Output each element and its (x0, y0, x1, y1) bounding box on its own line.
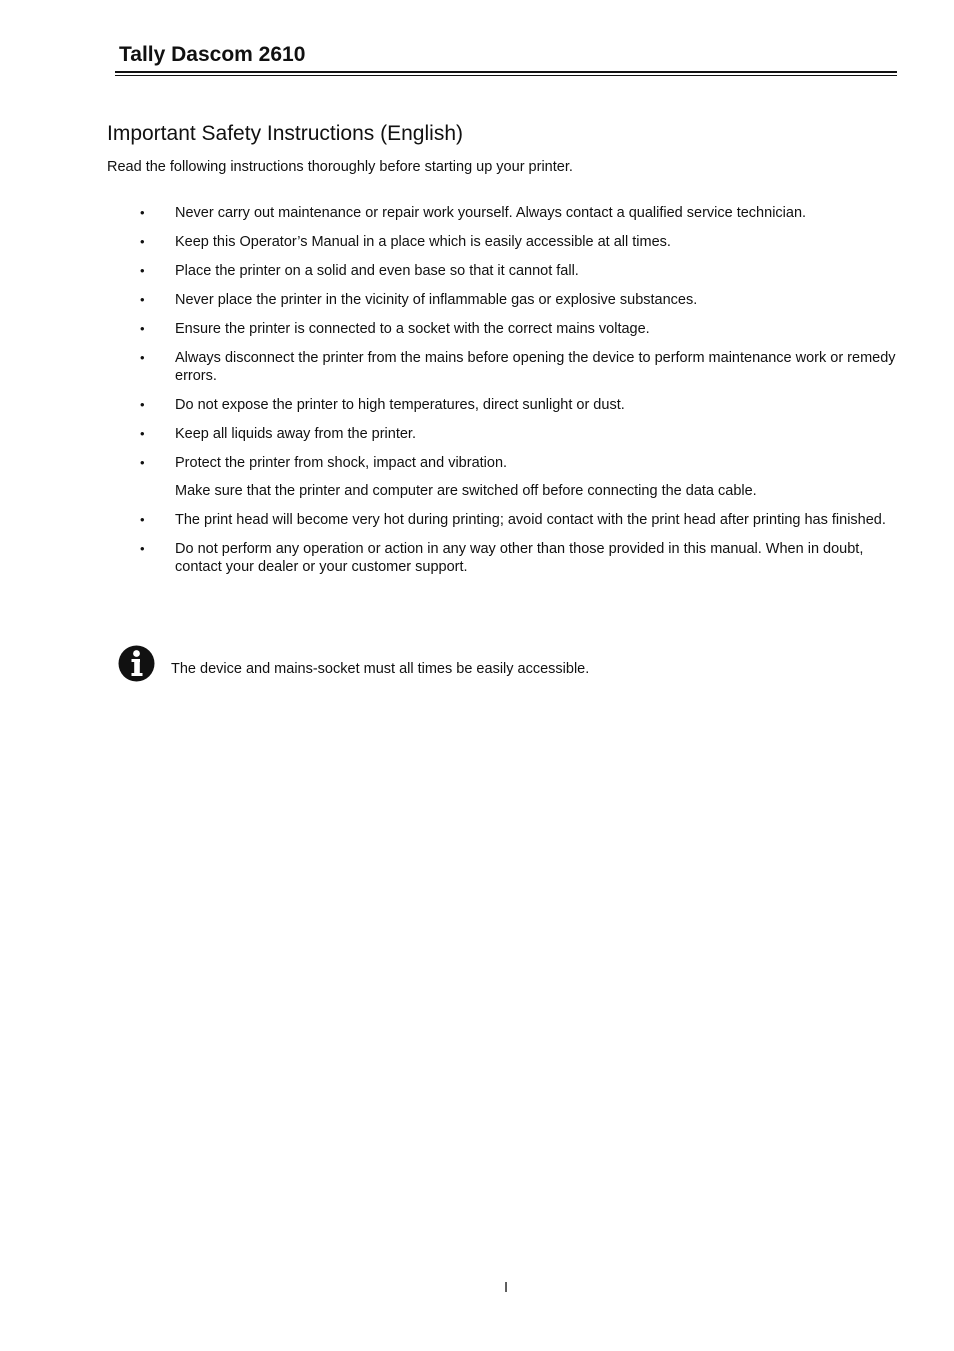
document-header-title: Tally Dascom 2610 (119, 43, 306, 66)
section-title: Important Safety Instructions (English) (107, 122, 463, 145)
bullet-icon: • (140, 397, 145, 412)
page-number: I (503, 1280, 509, 1296)
instruction-item (107, 454, 907, 472)
header-rule-thin (115, 75, 897, 76)
instruction-item (107, 320, 907, 338)
instruction-text: Keep this Operator’s Manual in a place which is easily accessible at all times. (175, 234, 671, 250)
instruction-note-line (107, 482, 907, 500)
bullet-icon: • (140, 205, 145, 220)
bullet-icon: • (140, 426, 145, 441)
bullet-icon: • (140, 263, 145, 278)
header-rule-thick (115, 71, 897, 73)
instruction-item (107, 425, 907, 443)
bullet-icon: • (140, 455, 145, 470)
instruction-text: Ensure the printer is connected to a socket with the correct mains voltage. (175, 321, 650, 337)
instruction-text: Never place the printer in the vicinity of inflammable gas or explosive substances. (175, 292, 698, 308)
instruction-text: The print head will become very hot during printing; avoid contact with the print head after printing has finished. (175, 512, 886, 528)
instruction-text: Protect the printer from shock, impact and vibration. (175, 455, 508, 471)
instruction-text: Do not perform any operation or action in any way other than those provided in this manual. When in doubt, contact your dealer or your customer support. (175, 541, 864, 575)
instruction-item (107, 540, 907, 576)
instruction-item (107, 233, 907, 251)
safety-instructions-list (107, 204, 907, 587)
instruction-item (107, 396, 907, 414)
bullet-icon: • (140, 321, 145, 336)
instruction-text: Never carry out maintenance or repair work yourself. Always contact a qualified service technician. (175, 205, 807, 221)
instruction-text: Always disconnect the printer from the mains before opening the device to perform maintenance work or remedy errors. (175, 350, 896, 384)
bullet-icon: • (140, 541, 145, 556)
note-text: The device and mains-socket must all times be easily accessible. (171, 661, 590, 677)
instruction-text: Make sure that the printer and computer are switched off before connecting the data cable. (175, 483, 757, 499)
section-intro: Read the following instructions thoroughly before starting up your printer. (107, 159, 573, 175)
instruction-item (107, 511, 907, 529)
bullet-icon: • (140, 350, 145, 365)
instruction-text: Do not expose the printer to high temperatures, direct sunlight or dust. (175, 397, 625, 413)
instruction-text: Place the printer on a solid and even base so that it cannot fall. (175, 263, 579, 279)
bullet-icon: • (140, 234, 145, 249)
instruction-item (107, 204, 907, 222)
bullet-icon: • (140, 512, 145, 527)
bullet-icon: • (140, 292, 145, 307)
instruction-item (107, 262, 907, 280)
info-icon (118, 645, 155, 682)
instruction-item (107, 349, 907, 385)
info-note (118, 645, 898, 683)
instruction-item (107, 291, 907, 309)
instruction-text: Keep all liquids away from the printer. (175, 426, 416, 442)
